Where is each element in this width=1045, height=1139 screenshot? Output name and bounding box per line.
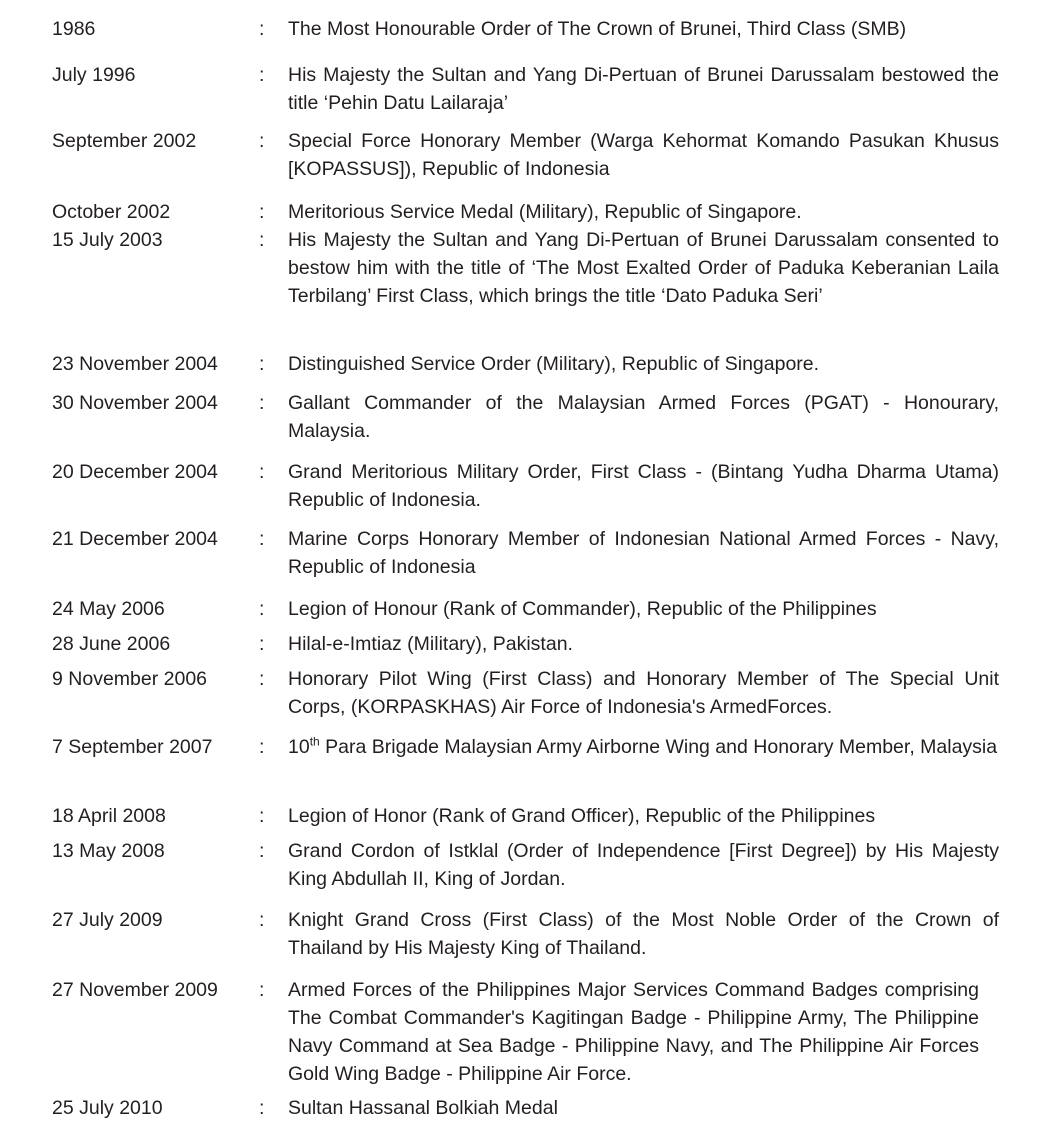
separator: : bbox=[259, 1097, 265, 1119]
award-date: 24 May 2006 bbox=[52, 598, 165, 620]
award-date: July 1996 bbox=[52, 64, 136, 86]
award-description: Distinguished Service Order (Military), Republic of Singapore. bbox=[288, 353, 820, 375]
separator: : bbox=[259, 229, 265, 251]
award-description: Gallant Commander of the Malaysian Armed Forces (PGAT) - Honourary, Malaysia. bbox=[288, 392, 999, 442]
award-date: 13 May 2008 bbox=[52, 840, 165, 862]
separator: : bbox=[259, 130, 265, 152]
award-description: Meritorious Service Medal (Military), Republic of Singapore. bbox=[288, 201, 802, 223]
award-description: Legion of Honour (Rank of Commander), Republic of the Philippines bbox=[288, 598, 877, 620]
separator: : bbox=[259, 598, 265, 620]
award-description: Armed Forces of the Philippines Major Services Command Badges comprising The Combat Commander's Kagitingan Badge - Philippine Army, The Philippine Navy Command at Sea Badge - Philippine Navy, and The Philippine Air Forces Gold Wing Badge - Philippine Air Force. bbox=[288, 979, 979, 1085]
separator: : bbox=[259, 840, 265, 862]
award-date: 27 November 2009 bbox=[52, 979, 218, 1001]
award-description: Grand Meritorious Military Order, First Class - (Bintang Yudha Dharma Utama) Republic of Indonesia. bbox=[288, 461, 999, 511]
award-date: 30 November 2004 bbox=[52, 392, 218, 414]
separator: : bbox=[259, 909, 265, 931]
award-description: Sultan Hassanal Bolkiah Medal bbox=[288, 1097, 558, 1119]
award-date: 27 July 2009 bbox=[52, 909, 163, 931]
award-description: Legion of Honor (Rank of Grand Officer), Republic of the Philippines bbox=[288, 805, 876, 827]
award-description bbox=[288, 733, 999, 761]
award-description: Honorary Pilot Wing (First Class) and Honorary Member of The Special Unit Corps, (KORPASKHAS) Air Force of Indonesia's ArmedForces. bbox=[288, 668, 999, 718]
award-date: 20 December 2004 bbox=[52, 461, 218, 483]
award-date: 15 July 2003 bbox=[52, 229, 163, 251]
separator: : bbox=[259, 18, 265, 40]
award-date: 7 September 2007 bbox=[52, 736, 213, 758]
award-date: 25 July 2010 bbox=[52, 1097, 163, 1119]
award-date: 1986 bbox=[52, 18, 96, 40]
separator: : bbox=[259, 353, 265, 375]
separator: : bbox=[259, 668, 265, 690]
award-date: 18 April 2008 bbox=[52, 805, 166, 827]
award-date: 23 November 2004 bbox=[52, 353, 218, 375]
ordinal-number: 10 bbox=[288, 736, 310, 758]
separator: : bbox=[259, 461, 265, 483]
award-description-rest: Para Brigade Malaysian Army Airborne Wing and Honorary Member, Malaysia bbox=[319, 736, 998, 758]
award-description: His Majesty the Sultan and Yang Di-Pertuan of Brunei Darussalam bestowed the title ‘Pehin Datu Lailaraja’ bbox=[288, 64, 999, 114]
award-description: His Majesty the Sultan and Yang Di-Pertuan of Brunei Darussalam consented to bestow him with the title of ‘The Most Exalted Order of Paduka Keberanian Laila Terbilang’ First Class, which brings the title ‘Dato Paduka Seri’ bbox=[288, 229, 999, 307]
separator: : bbox=[259, 64, 265, 86]
award-description: Special Force Honorary Member (Warga Kehormat Komando Pasukan Khusus [KOPASSUS]), Republic of Indonesia bbox=[288, 130, 999, 180]
separator: : bbox=[259, 979, 265, 1001]
award-description: Hilal-e-Imtiaz (Military), Pakistan. bbox=[288, 633, 573, 655]
separator: : bbox=[259, 633, 265, 655]
award-date: 28 June 2006 bbox=[52, 633, 171, 655]
separator: : bbox=[259, 201, 265, 223]
award-date: 9 November 2006 bbox=[52, 668, 208, 690]
ordinal-suffix: th bbox=[309, 734, 320, 749]
award-description: Knight Grand Cross (First Class) of the Most Noble Order of the Crown of Thailand by His Majesty King of Thailand. bbox=[288, 909, 999, 959]
separator: : bbox=[259, 392, 265, 414]
separator: : bbox=[259, 736, 265, 758]
award-date: September 2002 bbox=[52, 130, 197, 152]
separator: : bbox=[259, 528, 265, 550]
award-date: 21 December 2004 bbox=[52, 528, 218, 550]
award-description: Marine Corps Honorary Member of Indonesian National Armed Forces - Navy, Republic of Indonesia bbox=[288, 528, 999, 578]
award-description: The Most Honourable Order of The Crown of Brunei, Third Class (SMB) bbox=[288, 18, 907, 40]
award-date: October 2002 bbox=[52, 201, 171, 223]
award-description: Grand Cordon of Istklal (Order of Independence [First Degree]) by His Majesty King Abdullah II, King of Jordan. bbox=[288, 840, 999, 890]
separator: : bbox=[259, 805, 265, 827]
